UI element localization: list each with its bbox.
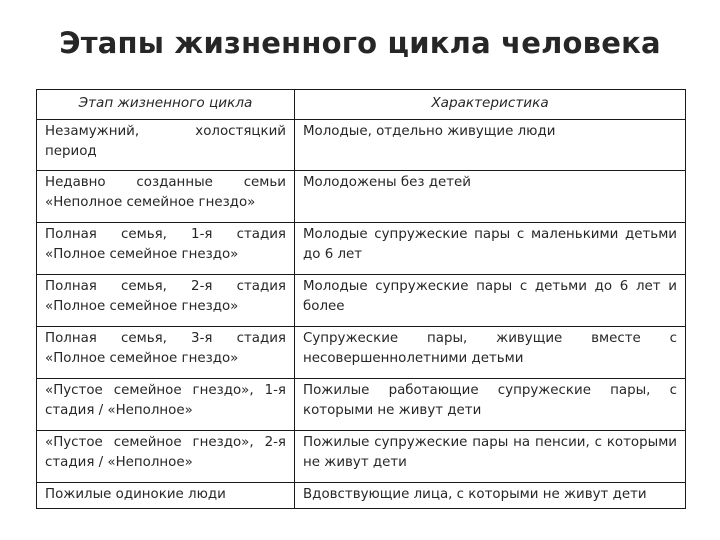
page-title: Этапы жизненного цикла человека [59,26,661,60]
table-row [37,223,686,275]
stage-cell: Незамужний, холостяцкий период [37,120,295,171]
stage-cell: Пожилые одинокие люди [37,483,295,509]
description-cell: Пожилые работающие супружеские пары, с которыми не живут дети [295,379,686,431]
description-cell: Молодые супружеские пары с маленькими детьми до 6 лет [295,223,686,275]
lifecycle-table [36,89,686,509]
description-cell: Вдовствующие лица, с которыми не живут дети [295,483,686,509]
description-cell: Пожилые супружеские пары на пенсии, с которыми не живут дети [295,431,686,483]
table-row [37,275,686,327]
table-row [37,171,686,223]
column-header-stage: Этап жизненного цикла [37,90,295,120]
table-row [37,120,686,171]
description-cell: Молодые, отдельно живущие люди [295,120,686,171]
stage-cell: «Пустое семейное гнездо», 2-я стадия / «Неполное» [37,431,295,483]
stage-cell: Полная семья, 3-я стадия «Полное семейное гнездо» [37,327,295,379]
table-header-row [37,90,686,120]
table-row [37,431,686,483]
stage-cell: «Пустое семейное гнездо», 1-я стадия / «Неполное» [37,379,295,431]
description-cell: Супружеские пары, живущие вместе с несовершеннолетними детьми [295,327,686,379]
stage-cell: Полная семья, 1-я стадия «Полное семейное гнездо» [37,223,295,275]
description-cell: Молодожены без детей [295,171,686,223]
table-row [37,379,686,431]
description-cell: Молодые супружеские пары с детьми до 6 лет и более [295,275,686,327]
stage-cell: Недавно созданные семьи «Неполное семейное гнездо» [37,171,295,223]
stage-cell: Полная семья, 2-я стадия «Полное семейное гнездо» [37,275,295,327]
table-row [37,483,686,509]
column-header-description: Характеристика [295,90,686,120]
table-row [37,327,686,379]
